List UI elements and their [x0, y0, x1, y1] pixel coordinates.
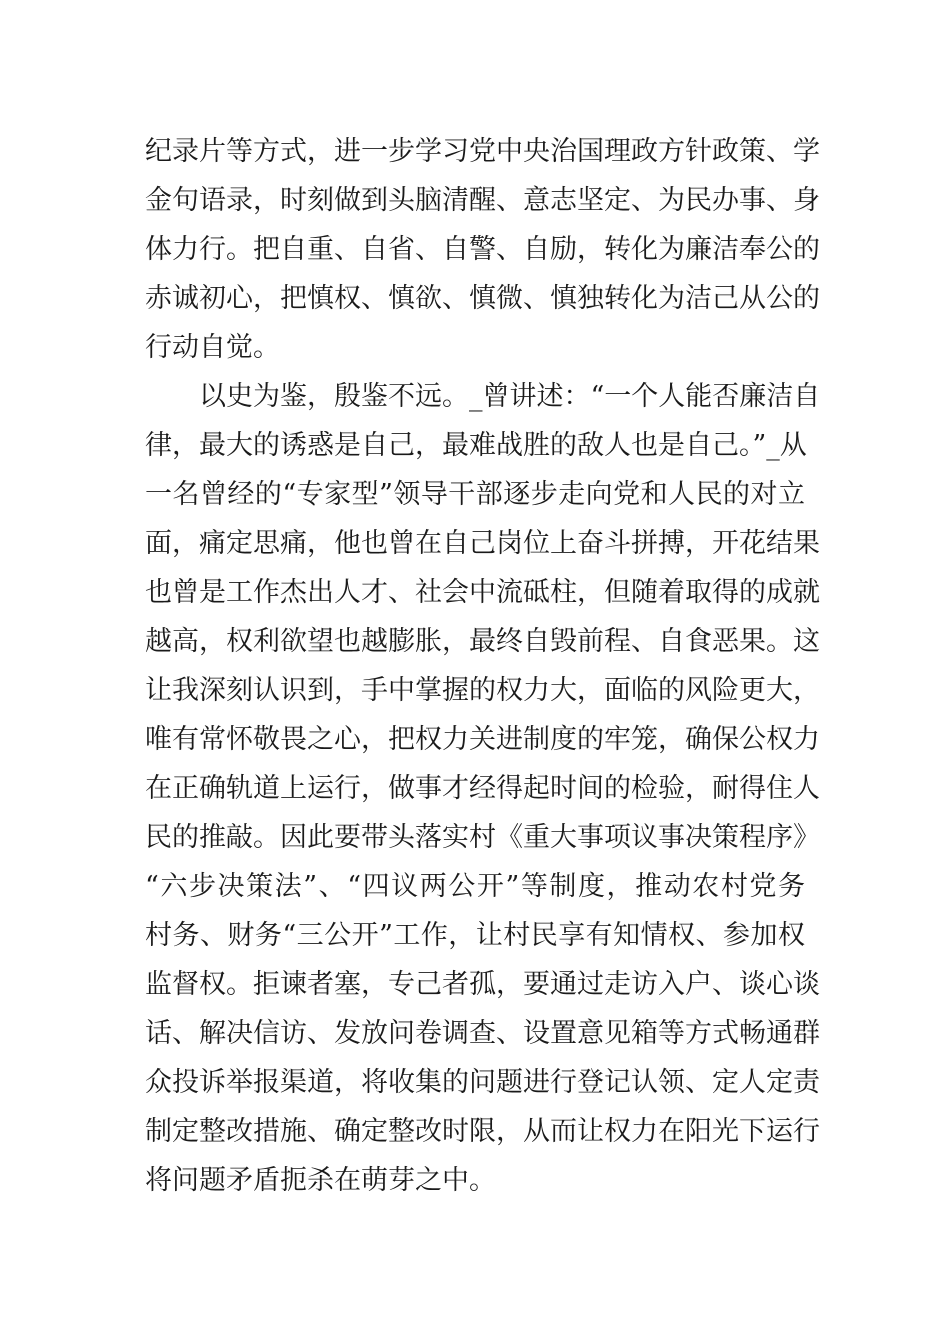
- text-line: 众投诉举报渠道，将收集的问题进行登记认领、定人定责: [145, 1067, 820, 1098]
- text-line: 也曾是工作杰出人才、社会中流砥柱，但随着取得的成就: [145, 577, 820, 608]
- text-line: 监督权。拒谏者塞，专己者孤，要通过走访入户、谈心谈: [145, 969, 820, 1000]
- text-line: 在正确轨道上运行，做事才经得起时间的检验，耐得住人: [145, 773, 820, 804]
- text-line: 民的推敲。因此要带头落实村《重大事项议事决策程序》: [145, 822, 820, 853]
- text-line: 律，最大的诱惑是自己，最难战胜的敌人也是自己。”_从: [145, 430, 807, 461]
- text-line: 金句语录，时刻做到头脑清醒、意志坚定、为民办事、身: [145, 185, 820, 216]
- text-line: 体力行。把自重、自省、自警、自励，转化为廉洁奉公的: [145, 234, 820, 265]
- text-line: 纪录片等方式，进一步学习党中央治国理政方针政策、学: [145, 136, 820, 167]
- text-line: 越高，权利欲望也越膨胀，最终自毁前程、自食恶果。这: [145, 626, 820, 657]
- text-line: 面，痛定思痛，他也曾在自己岗位上奋斗拼搏，开花结果: [145, 528, 820, 559]
- text-line: 话、解决信访、发放问卷调查、设置意见箱等方式畅通群: [145, 1018, 820, 1049]
- text-line: 赤诚初心，把慎权、慎欲、慎微、慎独转化为洁己从公的: [145, 283, 820, 314]
- text-line: “六步决策法”、“四议两公开”等制度，推动农村党务: [145, 871, 805, 902]
- text-line: 一名曾经的“专家型”领导干部逐步走向党和人民的对立: [145, 479, 805, 510]
- text-line: 制定整改措施、确定整改时限，从而让权力在阳光下运行: [145, 1116, 820, 1147]
- text-line: 唯有常怀敬畏之心，把权力关进制度的牢笼，确保公权力: [145, 724, 820, 755]
- paragraph-first-line: 以史为鉴，殷鉴不远。_曾讲述：“一个人能否廉洁自: [199, 381, 821, 412]
- text-line: 行动自觉。: [145, 332, 280, 363]
- text-line: 将问题矛盾扼杀在萌芽之中。: [145, 1165, 496, 1196]
- text-line: 村务、财务“三公开”工作，让村民享有知情权、参加权: [145, 920, 805, 951]
- text-line: 让我深刻认识到，手中掌握的权力大，面临的风险更大，: [145, 675, 820, 706]
